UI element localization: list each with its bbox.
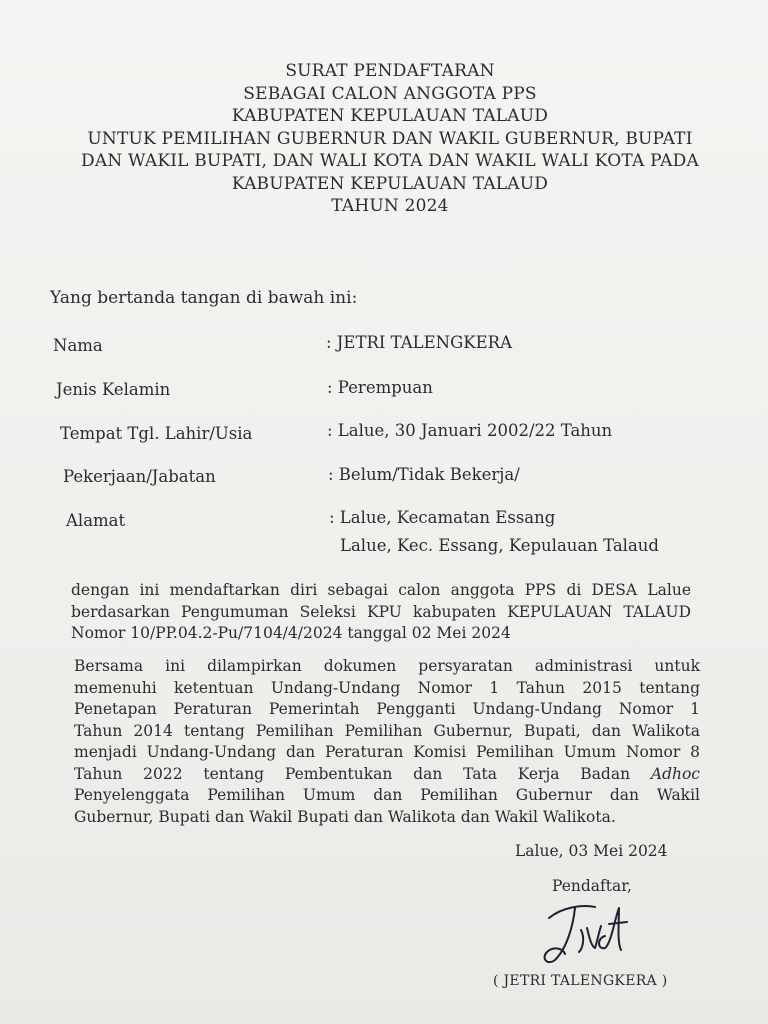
paragraph-line: memenuhi ketentuan Undang-Undang Nomor 1 Tahun 2015 tentang [74, 678, 700, 697]
job-label: Pekerjaan/Jabatan [63, 467, 216, 486]
attachments-paragraph [74, 656, 700, 828]
title-line: KABUPATEN KEPULAUAN TALAUD [231, 106, 549, 126]
handwritten-signature [535, 898, 635, 970]
paragraph-line: Penyelenggata Pemilihan Umum dan Pemilihan Gubernur dan Wakil [74, 786, 700, 804]
italic-term: Adhoc [650, 764, 700, 783]
signer-name: ( JETRI TALENGKERA ) [493, 973, 668, 989]
registration-paragraph [71, 580, 691, 645]
paragraph-line: Nomor 10/PP.04.2-Pu/7104/4/2024 tanggal 02 Mei 2024 [71, 624, 511, 642]
gender-label: Jenis Kelamin [56, 380, 171, 399]
title-line: UNTUK PEMILIHAN GUBERNUR DAN WAKIL GUBERNUR, BUPATI [87, 128, 693, 149]
birth-label: Tempat Tgl. Lahir/Usia [60, 424, 253, 443]
intro-text: Yang bertanda tangan di bawah ini: [50, 288, 358, 308]
title-line: KABUPATEN KEPULAUAN TALAUD [231, 173, 549, 194]
address-label: Alamat [66, 511, 126, 530]
signatory-role: Pendaftar, [552, 877, 632, 895]
job-value: : Belum/Tidak Bekerja/ [328, 465, 520, 484]
gender-value: : Perempuan [327, 378, 433, 397]
place-date: Lalue, 03 Mei 2024 [515, 842, 668, 860]
paragraph-line: Penetapan Peraturan Pemerintah Pengganti Undang-Undang Nomor 1 [74, 700, 700, 718]
paragraph-line: berdasarkan Pengumuman Seleksi KPU kabupaten KEPULAUAN TALAUD [71, 602, 691, 621]
birth-value: : Lalue, 30 Januari 2002/22 Tahun [327, 421, 613, 440]
name-value: : JETRI TALENGKERA [326, 333, 513, 352]
paragraph-line: menjadi Undang-Undang dan Peraturan Komisi Pemilihan Umum Nomor 8 [74, 743, 700, 761]
paragraph-line [74, 764, 700, 786]
address-value: : Lalue, Kecamatan Essang [329, 508, 556, 527]
title-line: SURAT PENDAFTARAN [285, 61, 495, 81]
paragraph-line: Gubernur, Bupati dan Wakil Bupati dan Walikota dan Wakil Walikota. [74, 807, 616, 826]
address-value-line2: Lalue, Kec. Essang, Kepulauan Talaud [340, 536, 659, 555]
paragraph-text: Tahun 2022 tentang Pembentukan dan Tata Kerja Badan [74, 764, 631, 783]
name-label: Nama [53, 336, 103, 355]
title-line: TAHUN 2024 [331, 196, 449, 216]
paragraph-line: Tahun 2014 tentang Pemilihan Pemilihan Gubernur, Bupati, dan Walikota [74, 721, 700, 740]
document-title [30, 60, 750, 218]
paragraph-line: Bersama ini dilampirkan dokumen persyaratan administrasi untuk [74, 657, 700, 675]
title-line: DAN WAKIL BUPATI, DAN WALI KOTA DAN WAKIL WALI KOTA PADA [81, 151, 699, 171]
title-line: SEBAGAI CALON ANGGOTA PPS [243, 83, 537, 104]
paragraph-line: dengan ini mendaftarkan diri sebagai calon anggota PPS di DESA Lalue [71, 581, 691, 599]
